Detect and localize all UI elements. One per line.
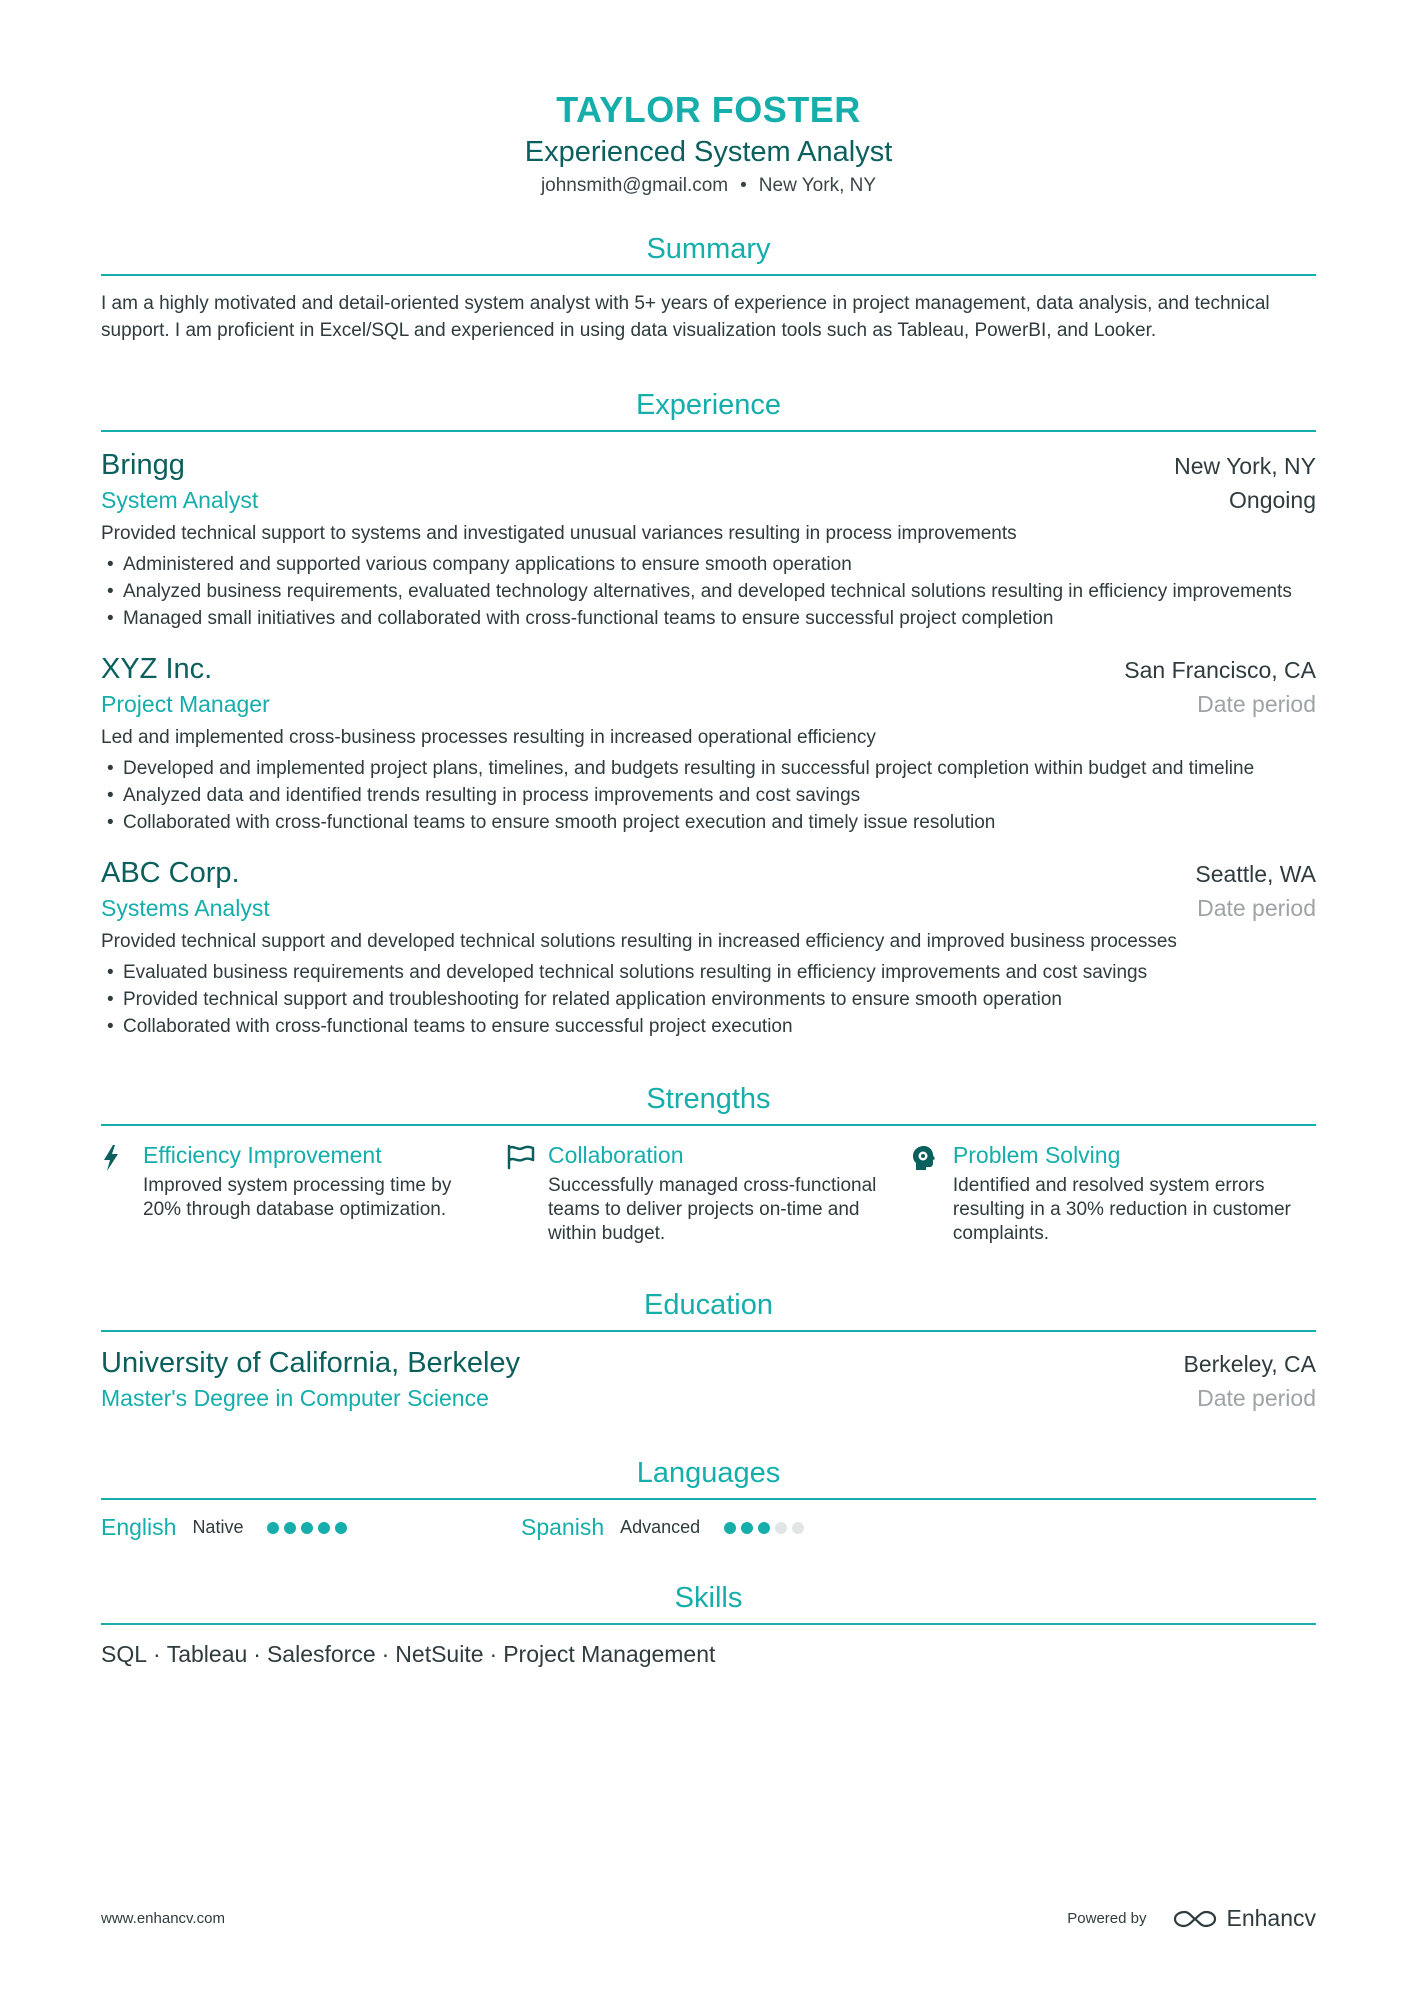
job-entry <box>101 854 1316 1040</box>
strength-title: Collaboration <box>547 1142 684 1168</box>
education-date: Date period <box>1197 1385 1316 1411</box>
job-bullets <box>101 959 1316 1040</box>
job-date: Date period <box>1197 895 1316 921</box>
language-rating <box>267 1522 347 1534</box>
job-bullets <box>101 755 1316 836</box>
strength-title: Efficiency Improvement <box>143 1142 382 1168</box>
powered-by-label: Powered by <box>1067 1910 1147 1927</box>
section-title-languages: Languages <box>101 1454 1316 1500</box>
rating-dot-filled <box>284 1522 296 1534</box>
skill-separator: · <box>253 1641 261 1667</box>
strength-item <box>506 1140 911 1246</box>
job-entry <box>101 446 1316 632</box>
footer-brand <box>1067 1905 1316 1932</box>
education-entry <box>101 1344 1316 1414</box>
rating-dot-filled <box>335 1522 347 1534</box>
job-entry <box>101 650 1316 836</box>
skills-section <box>101 1579 1316 1669</box>
contact-email[interactable]: johnsmith@gmail.com <box>540 175 729 196</box>
language-item <box>521 1514 941 1541</box>
skill-item: Tableau <box>166 1641 248 1667</box>
rating-dot-empty <box>775 1522 787 1534</box>
rating-dot-filled <box>301 1522 313 1534</box>
job-date: Date period <box>1197 691 1316 717</box>
job-bullet: • Administered and supported various company applications to ensure smooth operation <box>101 551 1316 578</box>
job-bullet: • Evaluated business requirements and developed technical solutions resulting in efficiency improvements and cost savings <box>101 959 1316 986</box>
job-bullet: • Analyzed data and identified trends resulting in process improvements and cost savings <box>101 782 1316 809</box>
strengths-grid <box>101 1140 1316 1246</box>
summary-section <box>101 230 1316 344</box>
experience-section <box>101 386 1316 1040</box>
education-school: University of California, Berkeley <box>101 1347 521 1379</box>
language-rating <box>724 1522 804 1534</box>
contact-line <box>101 174 1316 198</box>
skill-item: Project Management <box>503 1641 716 1667</box>
job-bullet: • Collaborated with cross-functional teams to ensure successful project execution <box>101 1013 1316 1040</box>
footer-website-link[interactable]: www.enhancv.com <box>101 1910 225 1927</box>
section-title-education: Education <box>101 1286 1316 1332</box>
strength-description: Successfully managed cross-functional teams to deliver projects on-time and within budget. <box>547 1175 877 1244</box>
strengths-section <box>101 1080 1316 1246</box>
rating-dot-filled <box>758 1522 770 1534</box>
language-item <box>101 1514 521 1541</box>
skill-separator: · <box>489 1641 498 1667</box>
contact-separator: • <box>740 175 747 196</box>
job-role: Systems Analyst <box>101 895 270 921</box>
strength-title: Problem Solving <box>952 1142 1121 1168</box>
skill-separator: · <box>381 1641 390 1667</box>
job-description: Provided technical support and developed technical solutions resulting in increased efficiency and improved business processes <box>101 931 1177 952</box>
candidate-title: Experienced System Analyst <box>524 136 893 168</box>
skills-list <box>101 1639 1316 1669</box>
rating-dot-empty <box>792 1522 804 1534</box>
section-title-skills: Skills <box>101 1579 1316 1625</box>
brand-name: Enhancv <box>1226 1905 1316 1931</box>
candidate-name: TAYLOR FOSTER <box>556 89 861 130</box>
job-location: New York, NY <box>1174 453 1316 479</box>
job-role: System Analyst <box>101 487 259 513</box>
job-company: Bringg <box>101 449 185 481</box>
rating-dot-filled <box>724 1522 736 1534</box>
strength-description: Improved system processing time by 20% through database optimization. <box>143 1175 452 1220</box>
strength-description: Identified and resolved system errors resulting in a 30% reduction in customer complaints. <box>952 1175 1291 1244</box>
resume-header <box>101 0 1316 198</box>
enhancv-logo-icon <box>1172 1908 1218 1930</box>
resume-page <box>101 0 1316 1669</box>
education-location: Berkeley, CA <box>1183 1351 1316 1377</box>
skill-item: NetSuite <box>395 1641 484 1667</box>
flag-icon <box>506 1140 548 1246</box>
section-title-experience: Experience <box>101 386 1316 432</box>
job-company: XYZ Inc. <box>101 653 213 685</box>
language-level: Native <box>192 1517 244 1537</box>
summary-text: I am a highly motivated and detail-oriented system analyst with 5+ years of experience in project management, data analysis, and technical support. I am proficient in Excel/SQL and experienced in using data visualization tools such as Tableau, PowerBI, and Looker. <box>101 293 1270 341</box>
page-footer <box>101 1905 1316 1932</box>
job-location: Seattle, WA <box>1195 861 1316 887</box>
language-name: English <box>101 1514 177 1540</box>
strength-item <box>911 1140 1316 1246</box>
job-bullet: • Analyzed business requirements, evaluated technology alternatives, and developed technical solutions resulting in efficiency improvements <box>101 578 1316 605</box>
job-description: Led and implemented cross-business processes resulting in increased operational efficiency <box>101 727 876 748</box>
language-level: Advanced <box>620 1517 701 1537</box>
rating-dot-filled <box>267 1522 279 1534</box>
job-description: Provided technical support to systems and investigated unusual variances resulting in process improvements <box>101 523 1017 544</box>
skill-item: Salesforce <box>266 1641 376 1667</box>
skill-separator: · <box>153 1641 161 1667</box>
enhancv-logo[interactable] <box>1172 1905 1316 1932</box>
job-location: San Francisco, CA <box>1124 657 1316 683</box>
job-bullet: • Developed and implemented project plans, timelines, and budgets resulting in successful project completion within budget and timeline <box>101 755 1316 782</box>
education-degree: Master's Degree in Computer Science <box>101 1385 489 1411</box>
languages-section <box>101 1454 1316 1541</box>
job-date: Ongoing <box>1229 487 1316 513</box>
skill-item: SQL <box>101 1641 148 1667</box>
language-name: Spanish <box>521 1514 605 1540</box>
section-title-strengths: Strengths <box>101 1080 1316 1126</box>
job-role: Project Manager <box>101 691 270 717</box>
job-bullet: • Collaborated with cross-functional teams to ensure smooth project execution and timely issue resolution <box>101 809 1316 836</box>
contact-location: New York, NY <box>758 175 877 196</box>
education-section <box>101 1286 1316 1414</box>
languages-list <box>101 1514 1316 1541</box>
section-title-summary: Summary <box>101 230 1316 276</box>
head-gear-icon <box>911 1140 953 1246</box>
rating-dot-filled <box>318 1522 330 1534</box>
job-bullet: • Provided technical support and troubleshooting for related application environments to ensure smooth operation <box>101 986 1316 1013</box>
lightning-bolt-icon <box>101 1140 143 1246</box>
job-bullets <box>101 551 1316 632</box>
rating-dot-filled <box>741 1522 753 1534</box>
job-company: ABC Corp. <box>101 857 240 889</box>
strength-item <box>101 1140 506 1246</box>
job-bullet: • Managed small initiatives and collaborated with cross-functional teams to ensure successful project completion <box>101 605 1316 632</box>
